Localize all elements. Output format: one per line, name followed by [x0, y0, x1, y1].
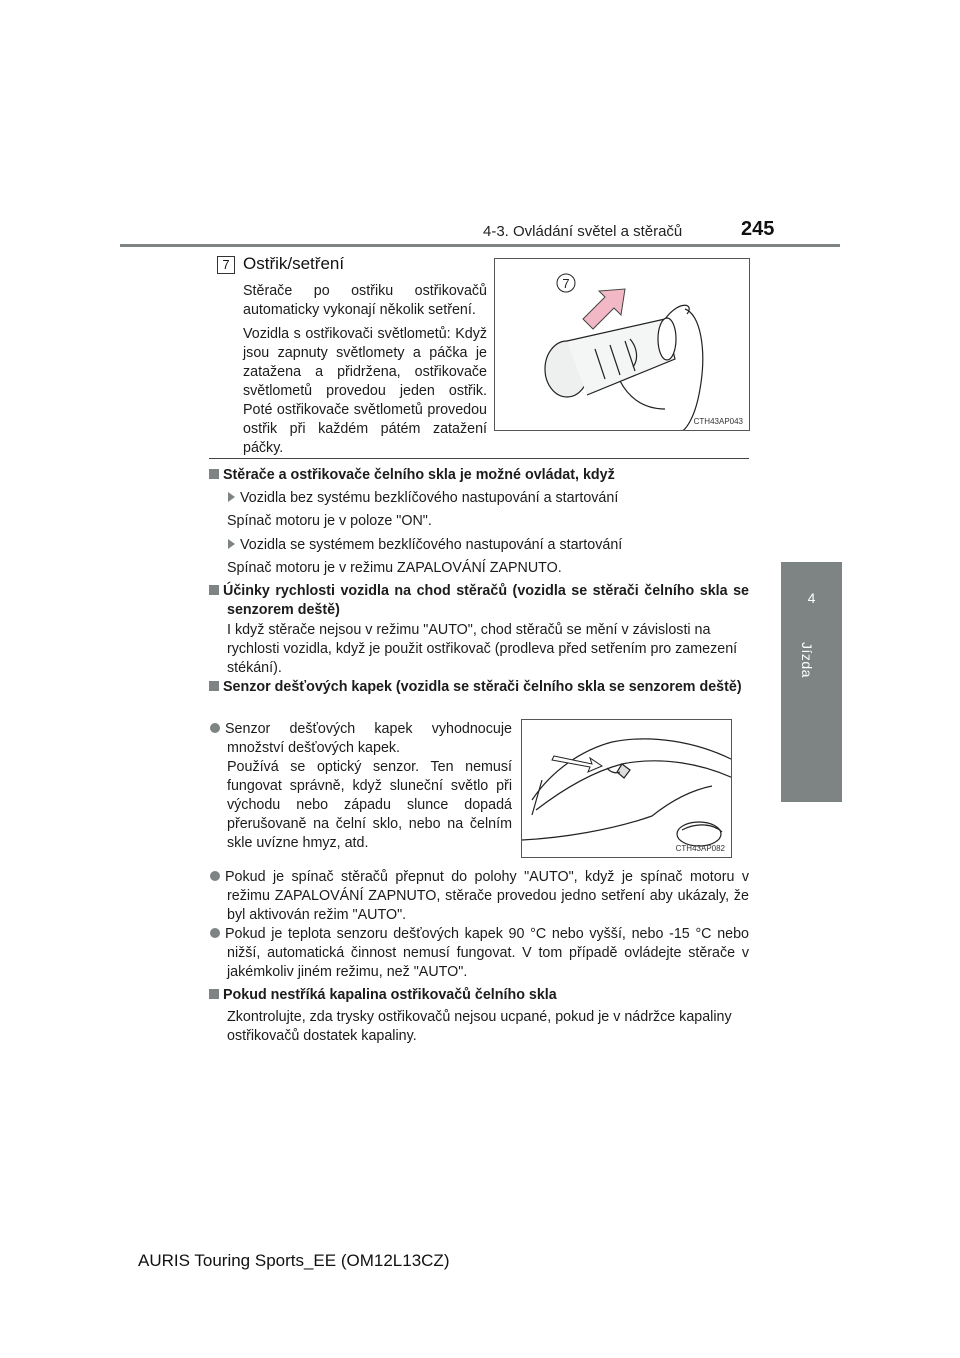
- item-paragraph-1: Stěrače po ostřiku ostřikovačů automaticky vykonají několik setření.: [243, 283, 487, 318]
- round-bullet-icon: [210, 928, 220, 938]
- round-bullet-icon: [210, 723, 220, 733]
- rain-sensor-figure: [521, 719, 732, 858]
- rain-sensor-bullet-1: Senzor dešťových kapek vyhodnocuje množství dešťových kapek.: [210, 720, 512, 758]
- square-bullet-icon: [209, 469, 219, 479]
- chapter-tab-label: Jízda: [799, 642, 815, 678]
- square-bullet-icon: [209, 989, 219, 999]
- rain-sensor-bullet-2: Pokud je spínač stěračů přepnut do polohy "AUTO", když je spínač motoru v režimu ZAPALOVÁNÍ ZAPNUTO, stěrače provedou jedno setření aby ukázaly, že byl aktivován režim "AUTO".: [210, 868, 749, 925]
- section-rule: [209, 458, 749, 459]
- section-heading-rain-sensor: Senzor dešťových kapek (vozidla se stěrači čelního skla se senzorem deště): [209, 678, 749, 697]
- vehicle-type-line-2: Vozidla se systémem bezklíčového nastupování a startování: [228, 536, 748, 555]
- callout-number: 7: [562, 276, 570, 291]
- windshield-illustration: [522, 720, 732, 858]
- rain-sensor-paragraph: Používá se optický senzor. Ten nemusí fungovat správně, když sluneční světlo při východu nebo západu slunce dopadá přerušovaně na čelní sklo, nebo na čelním skle uvízne hmyz, atd.: [227, 759, 512, 851]
- wiper-lever-figure: [494, 258, 750, 431]
- footer-manual-id: AURIS Touring Sports_EE (OM12L13CZ): [138, 1251, 450, 1270]
- header-rule: [120, 244, 840, 247]
- vehicle-type-line-1: Vozidla bez systému bezklíčového nastupování a startování: [228, 489, 748, 508]
- triangle-bullet-icon: [228, 492, 235, 502]
- chapter-tab: [781, 562, 842, 802]
- engine-switch-text-2: Spínač motoru je v režimu ZAPALOVÁNÍ ZAPNUTO.: [227, 560, 562, 576]
- item-number-badge: 7: [217, 256, 235, 274]
- item-paragraph-2: Vozidla s ostřikovači světlometů: Když jsou zapnuty světlomety a páčka je zatažena a přidržena, ostřikovače světlometů provedou jeden ostřik. Poté ostřikovače světlometů provedou ostřik při každém pátém zatažení páčky.: [243, 326, 487, 456]
- motion-arrow: [583, 289, 625, 329]
- page-number: 245: [741, 218, 775, 240]
- header-section-title: 4-3. Ovládání světel a stěračů: [483, 223, 683, 240]
- wiper-lever-illustration: [495, 259, 750, 431]
- figure-code-2: CTH43AP082: [675, 844, 725, 853]
- figure-code: CTH43AP043: [693, 417, 743, 426]
- square-bullet-icon: [209, 681, 219, 691]
- section-heading-washer-fluid: Pokud nestříká kapalina ostřikovačů čelního skla: [209, 986, 749, 1005]
- square-bullet-icon: [209, 585, 219, 595]
- rain-sensor-bullet-3: Pokud je teplota senzoru dešťových kapek 90 °C nebo vyšší, nebo -15 °C nebo nižší, automatická činnost nemusí fungovat. V tom případě ovládejte stěrače v jakémkoliv jiném režimu, než "AUTO".: [210, 925, 749, 982]
- engine-switch-text-1: Spínač motoru je v poloze "ON".: [227, 513, 432, 529]
- chapter-tab-number: 4: [807, 590, 816, 606]
- speed-effect-text: I když stěrače nejsou v režimu "AUTO", chod stěračů se mění v závislosti na rychlosti vozidla, když je použit ostřikovač (prodleva před setřením pro zamezení stékání).: [227, 622, 738, 676]
- washer-fluid-text: Zkontrolujte, zda trysky ostřikovačů nejsou ucpané, pokud je v nádržce kapaliny ostřikovačů dostatek kapaliny.: [227, 1009, 732, 1044]
- section-heading-speed: Účinky rychlosti vozidla na chod stěračů (vozidla se stěrači čelního skla se senzorem deště): [209, 582, 749, 620]
- section-heading-operation: Stěrače a ostřikovače čelního skla je možné ovládat, když: [209, 466, 749, 485]
- triangle-bullet-icon: [228, 539, 235, 549]
- item-title: Ostřik/setření: [243, 254, 345, 273]
- round-bullet-icon: [210, 871, 220, 881]
